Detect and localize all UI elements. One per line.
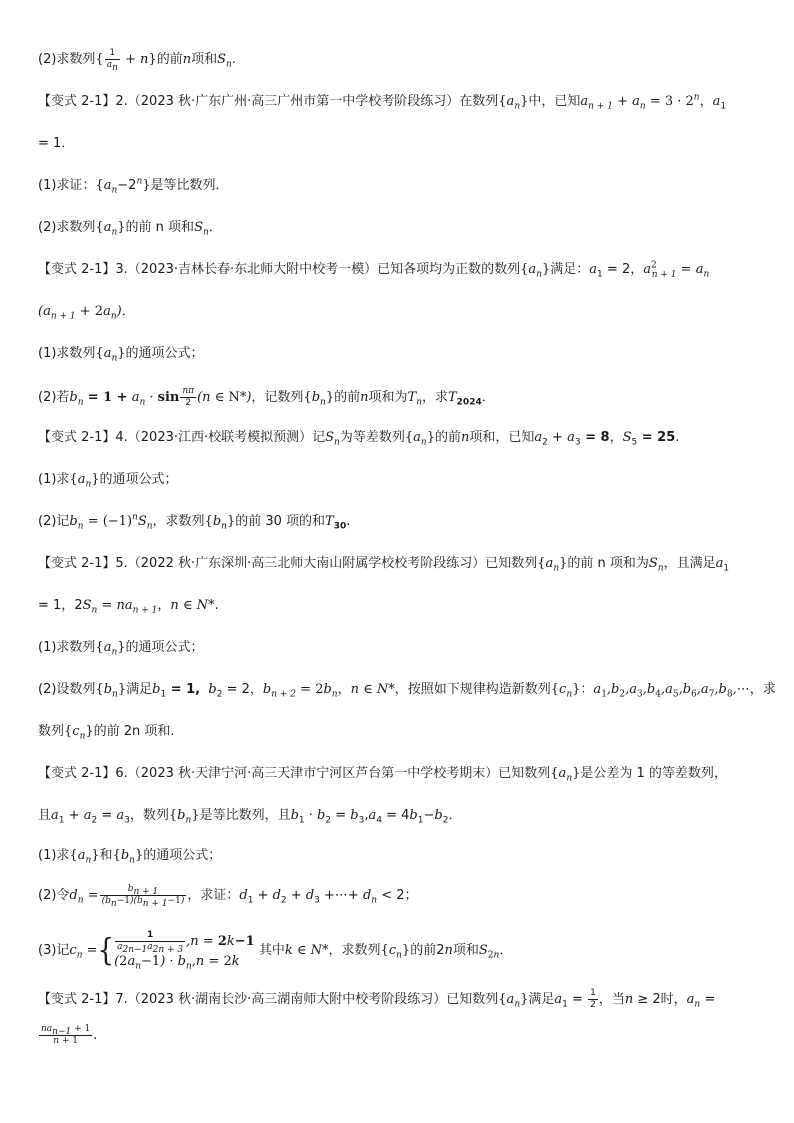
variant-header: 【变式 2-1】6. bbox=[38, 766, 128, 781]
variant-5-stem: 【变式 2-1】5.（2022 秋·广东深圳·高三北师大南山附属学校校考阶段练习）已知数列$\{a_n\}$的前 n 项和为$S_n$，且满足$a_1$ bbox=[38, 556, 730, 574]
variant-4-stem: 【变式 2-1】4.（2023·江西·校联考模拟预测）记$S_n$为等差数列$\{a_n\}$的前n项和，已知$a_2 + a_3 = 8$，$S_5 = 25$. bbox=[38, 430, 680, 448]
variant-7-stem: 【变式 2-1】7.（2023 秋·湖南长沙·高三湖南师大附中校考阶段练习）已知数列$\{a_n\}$满足$a_1$ = $\frac{1}{2}$ ，当n ≥ 2时，$a_n$ = bbox=[38, 988, 716, 1010]
variant-4-part1: (1)求$\{a_n\}$的通项公式； bbox=[38, 472, 178, 490]
problem-prev-part2: (2)求数列{ $\frac{1}{a_n}$ + n}的前n项和$S_n$. bbox=[38, 48, 236, 73]
variant-6-part1: (1)求$\{a_n\}$和$\{b_n\}$的通项公式； bbox=[38, 848, 222, 866]
variant-3-stem: 【变式 2-1】3.（2023·吉林长春·东北师大附中校考一模）已知各项均为正数的数列$\{a_n\}$满足：$a_1 = 2$，$a^2_{n + 1} = a_n$ bbox=[38, 260, 710, 280]
variant-3-stem-cont: $(a_{n + 1} + 2a_n)$． bbox=[38, 304, 135, 322]
variant-6-stem-cont: 且$a_1 + a_2 = a_3$，数列$\{b_n\}$是等比数列，且$b_1 \cdot b_2 = b_3,a_4 = 4b_1-b_2$． bbox=[38, 808, 462, 826]
variant-2-stem-cont: = 1． bbox=[38, 136, 75, 151]
variant-2-part2: (2)求数列$\{a_n\}$的前 n 项和$S_n$． bbox=[38, 220, 222, 238]
variant-6-part3: (3)记$c_n$ ={ $\frac{1}{a_{2n-1}a_{2n + 3}}$ ,n = 2k−1 $(2a_n-1) \cdot b_n,n = 2k$ 其中k ∈ N*，求数列$\{c_n\}$的前2n项和$S_{2n}$． bbox=[38, 930, 513, 972]
variant-3-part2: (2)若$b_n = 1 + a_n \cdot \sin$ $\frac{n\pi}{2}$ (n ∈ N*)，记数列$\{b_n\}$的前n项和为$T_n$，求$T_{2024}$． bbox=[38, 386, 495, 408]
variant-6-stem: 【变式 2-1】6.（2023 秋·天津宁河·高三天津市宁河区芦台第一中学校考期末）已知数列$\{a_n\}$是公差为 1 的等差数列， bbox=[38, 766, 727, 784]
variant-header: 【变式 2-1】4. bbox=[38, 430, 128, 445]
variant-6-part2: (2)令$d_n$ = $\frac{b_{n + 1}}{(b_n-1)(b_{n + 1}-1)}$ ，求证：$d_1 + d_2 + d_3$ +⋯+ $d_n < 2$； bbox=[38, 884, 418, 909]
variant-header: 【变式 2-1】3. bbox=[38, 262, 128, 277]
variant-4-part2: (2)记$b_n = (-1)^nS_n$，求数列$\{b_n\}$的前 30 项的和$T_{30}$. bbox=[38, 512, 351, 532]
variant-3-part1: (1)求数列$\{a_n\}$的通项公式； bbox=[38, 346, 204, 364]
variant-5-part2-cont: 数列$\{c_n\}$的前 2n 项和. bbox=[38, 724, 175, 742]
variant-header: 【变式 2-1】2. bbox=[38, 94, 128, 109]
variant-5-part2: (2)设数列$\{b_n\}$满足$b_1 = 1$, $b_2 = 2$，$b_{n + 2} = 2b_n$，n ∈ N*，按照如下规律构造新数列$\{c_n\}$：$a_1,b_2,a_3,b_4,a_5,b_6,a_7,b_8,\cdots$，求 bbox=[38, 682, 776, 700]
variant-header: 【变式 2-1】5. bbox=[38, 556, 128, 571]
variant-header: 【变式 2-1】7. bbox=[38, 992, 128, 1007]
variant-2-part1: (1)求证：$\{a_n-2^n\}$是等比数列． bbox=[38, 176, 229, 196]
variant-5-stem-cont: = 1，$2S_n = na_{n + 1}$，n ∈ N*. bbox=[38, 598, 219, 616]
variant-5-part1: (1)求数列$\{a_n\}$的通项公式； bbox=[38, 640, 204, 658]
variant-2-stem: 【变式 2-1】2.（2023 秋·广东广州·高三广州市第一中学校考阶段练习）在数列$\{a_n\}$中，已知$a_{n + 1} + a_n = 3 \cdot 2^n$，$a_1$ bbox=[38, 92, 727, 112]
variant-7-stem-cont: $\frac{na_{n-1} + 1}{n + 1}$ . bbox=[41, 1024, 98, 1046]
